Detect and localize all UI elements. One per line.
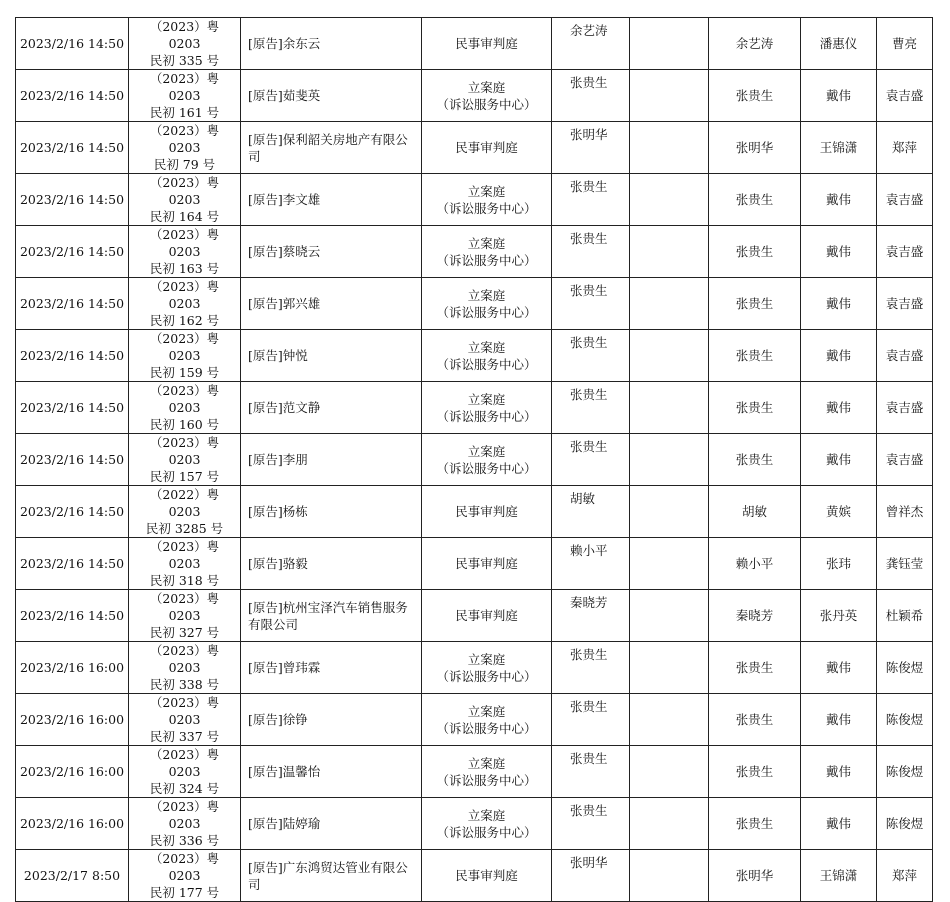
presiding-judge: 张贵生 xyxy=(709,70,801,122)
party-name: [原告]杭州宝泽汽车销售服务有限公司 xyxy=(241,590,422,642)
presiding-judge: 张贵生 xyxy=(709,226,801,278)
presiding-judge: 秦晓芳 xyxy=(709,590,801,642)
judge-name: 张贵生 xyxy=(552,746,630,798)
blank-cell xyxy=(630,18,709,70)
secretary-name: 龚钰莹 xyxy=(877,538,933,590)
hearing-datetime: 2023/2/16 14:50 xyxy=(16,70,129,122)
table-row xyxy=(16,486,933,538)
case-number-line: （2023）粤 0203 xyxy=(149,799,220,831)
court-division-line: （诉讼服务中心） xyxy=(436,408,537,424)
presiding-judge: 张贵生 xyxy=(709,278,801,330)
blank-cell xyxy=(630,590,709,642)
presiding-judge: 张明华 xyxy=(709,122,801,174)
court-division-line: （诉讼服务中心） xyxy=(436,304,537,320)
case-number-line: 民初 324 号 xyxy=(149,781,220,796)
court-division xyxy=(422,122,552,174)
presiding-judge: 张贵生 xyxy=(709,746,801,798)
secretary-name: 陈俊煜 xyxy=(877,746,933,798)
case-number-line: （2023）粤 0203 xyxy=(149,695,220,727)
table-row xyxy=(16,746,933,798)
case-number-line: 民初 79 号 xyxy=(153,157,216,172)
hearing-datetime: 2023/2/16 16:00 xyxy=(16,798,129,850)
judge-name: 赖小平 xyxy=(552,538,630,590)
court-division-line: 民事审判庭 xyxy=(455,868,518,883)
blank-cell xyxy=(630,538,709,590)
schedule-page xyxy=(15,17,932,902)
court-division-line: （诉讼服务中心） xyxy=(436,772,537,788)
party-name: [原告]范文静 xyxy=(241,382,422,434)
case-number xyxy=(129,694,241,746)
case-number-line: （2023）粤 0203 xyxy=(149,851,220,883)
court-division xyxy=(422,694,552,746)
case-number-line: （2023）粤 0203 xyxy=(149,747,220,779)
court-division-line: （诉讼服务中心） xyxy=(436,200,537,216)
case-number-line: 民初 318 号 xyxy=(149,573,220,588)
table-body xyxy=(16,18,933,902)
court-division-line: 立案庭 xyxy=(467,391,506,407)
court-division-line: 民事审判庭 xyxy=(455,608,518,623)
court-division xyxy=(422,850,552,902)
court-division xyxy=(422,278,552,330)
party-name: [原告]广东鸿贸达管业有限公司 xyxy=(241,850,422,902)
table-row xyxy=(16,70,933,122)
blank-cell xyxy=(630,70,709,122)
blank-cell xyxy=(630,382,709,434)
table-row xyxy=(16,538,933,590)
hearing-datetime: 2023/2/16 14:50 xyxy=(16,18,129,70)
secretary-name: 袁吉盛 xyxy=(877,226,933,278)
presiding-judge: 张贵生 xyxy=(709,642,801,694)
case-number-line: 民初 327 号 xyxy=(149,625,220,640)
case-number-line: （2023）粤 0203 xyxy=(149,539,220,571)
case-number xyxy=(129,434,241,486)
court-division-line: 民事审判庭 xyxy=(455,36,518,51)
case-number-line: 民初 159 号 xyxy=(149,365,220,380)
case-number-line: （2023）粤 0203 xyxy=(149,71,220,103)
clerk-name: 戴伟 xyxy=(801,70,877,122)
party-name: [原告]余东云 xyxy=(241,18,422,70)
clerk-name: 戴伟 xyxy=(801,798,877,850)
court-division-line: 立案庭 xyxy=(467,339,506,355)
hearing-datetime: 2023/2/16 14:50 xyxy=(16,226,129,278)
presiding-judge: 赖小平 xyxy=(709,538,801,590)
judge-name: 张贵生 xyxy=(552,278,630,330)
party-name: [原告]郭兴雄 xyxy=(241,278,422,330)
party-name: [原告]杨栋 xyxy=(241,486,422,538)
table-row xyxy=(16,278,933,330)
hearing-datetime: 2023/2/16 14:50 xyxy=(16,382,129,434)
blank-cell xyxy=(630,330,709,382)
case-number-line: （2023）粤 0203 xyxy=(149,643,220,675)
hearing-datetime: 2023/2/16 16:00 xyxy=(16,642,129,694)
court-division-line: （诉讼服务中心） xyxy=(436,720,537,736)
table-row xyxy=(16,122,933,174)
presiding-judge: 胡敏 xyxy=(709,486,801,538)
blank-cell xyxy=(630,694,709,746)
table-row xyxy=(16,18,933,70)
judge-name: 张贵生 xyxy=(552,694,630,746)
presiding-judge: 张贵生 xyxy=(709,330,801,382)
court-division-line: （诉讼服务中心） xyxy=(436,668,537,684)
case-number xyxy=(129,330,241,382)
blank-cell xyxy=(630,850,709,902)
clerk-name: 戴伟 xyxy=(801,642,877,694)
blank-cell xyxy=(630,434,709,486)
case-number-line: 民初 337 号 xyxy=(149,729,220,744)
presiding-judge: 张贵生 xyxy=(709,174,801,226)
case-number-line: （2023）粤 0203 xyxy=(149,383,220,415)
case-number xyxy=(129,746,241,798)
table-row xyxy=(16,642,933,694)
judge-name: 张贵生 xyxy=(552,382,630,434)
clerk-name: 戴伟 xyxy=(801,434,877,486)
clerk-name: 张玮 xyxy=(801,538,877,590)
hearing-schedule-table xyxy=(15,17,933,902)
court-division xyxy=(422,746,552,798)
party-name: [原告]温馨怡 xyxy=(241,746,422,798)
case-number-line: 民初 163 号 xyxy=(149,261,220,276)
clerk-name: 潘惠仪 xyxy=(801,18,877,70)
case-number xyxy=(129,70,241,122)
clerk-name: 戴伟 xyxy=(801,382,877,434)
case-number-line: 民初 3285 号 xyxy=(145,521,224,536)
case-number-line: 民初 336 号 xyxy=(149,833,220,848)
table-row xyxy=(16,382,933,434)
court-division-line: 立案庭 xyxy=(467,443,506,459)
case-number-line: （2023）粤 0203 xyxy=(149,435,220,467)
party-name: [原告]陆婷瑜 xyxy=(241,798,422,850)
table-row xyxy=(16,226,933,278)
judge-name: 张明华 xyxy=(552,122,630,174)
clerk-name: 戴伟 xyxy=(801,330,877,382)
case-number-line: 民初 177 号 xyxy=(149,885,220,900)
party-name: [原告]曾玮霖 xyxy=(241,642,422,694)
court-division-line: 立案庭 xyxy=(467,183,506,199)
hearing-datetime: 2023/2/16 16:00 xyxy=(16,694,129,746)
case-number xyxy=(129,850,241,902)
secretary-name: 陈俊煜 xyxy=(877,798,933,850)
presiding-judge: 余艺涛 xyxy=(709,18,801,70)
court-division-line: （诉讼服务中心） xyxy=(436,252,537,268)
clerk-name: 戴伟 xyxy=(801,174,877,226)
clerk-name: 黄嫔 xyxy=(801,486,877,538)
presiding-judge: 张贵生 xyxy=(709,382,801,434)
party-name: [原告]蔡晓云 xyxy=(241,226,422,278)
secretary-name: 曹亮 xyxy=(877,18,933,70)
case-number-line: 民初 161 号 xyxy=(149,105,220,120)
case-number-line: 民初 335 号 xyxy=(149,53,220,68)
court-division xyxy=(422,434,552,486)
blank-cell xyxy=(630,174,709,226)
hearing-datetime: 2023/2/16 14:50 xyxy=(16,538,129,590)
hearing-datetime: 2023/2/16 14:50 xyxy=(16,122,129,174)
court-division-line: （诉讼服务中心） xyxy=(436,460,537,476)
court-division-line: 立案庭 xyxy=(467,703,506,719)
clerk-name: 王锦潇 xyxy=(801,122,877,174)
case-number xyxy=(129,590,241,642)
hearing-datetime: 2023/2/16 14:50 xyxy=(16,174,129,226)
secretary-name: 袁吉盛 xyxy=(877,278,933,330)
blank-cell xyxy=(630,122,709,174)
judge-name: 张贵生 xyxy=(552,226,630,278)
case-number xyxy=(129,382,241,434)
blank-cell xyxy=(630,798,709,850)
case-number-line: （2023）粤 0203 xyxy=(149,227,220,259)
judge-name: 张明华 xyxy=(552,850,630,902)
clerk-name: 戴伟 xyxy=(801,278,877,330)
court-division xyxy=(422,642,552,694)
secretary-name: 陈俊煜 xyxy=(877,694,933,746)
secretary-name: 杜颖希 xyxy=(877,590,933,642)
secretary-name: 袁吉盛 xyxy=(877,70,933,122)
court-division-line: 民事审判庭 xyxy=(455,504,518,519)
judge-name: 张贵生 xyxy=(552,434,630,486)
party-name: [原告]茹斐英 xyxy=(241,70,422,122)
case-number-line: 民初 338 号 xyxy=(149,677,220,692)
table-row xyxy=(16,434,933,486)
case-number xyxy=(129,122,241,174)
court-division-line: （诉讼服务中心） xyxy=(436,96,537,112)
court-division-line: （诉讼服务中心） xyxy=(436,824,537,840)
case-number-line: （2023）粤 0203 xyxy=(149,19,220,51)
court-division xyxy=(422,18,552,70)
hearing-datetime: 2023/2/16 14:50 xyxy=(16,486,129,538)
court-division xyxy=(422,798,552,850)
court-division xyxy=(422,330,552,382)
court-division xyxy=(422,382,552,434)
court-division xyxy=(422,226,552,278)
judge-name: 张贵生 xyxy=(552,642,630,694)
judge-name: 张贵生 xyxy=(552,330,630,382)
case-number xyxy=(129,642,241,694)
presiding-judge: 张贵生 xyxy=(709,694,801,746)
hearing-datetime: 2023/2/16 14:50 xyxy=(16,590,129,642)
case-number xyxy=(129,278,241,330)
court-division-line: （诉讼服务中心） xyxy=(436,356,537,372)
clerk-name: 戴伟 xyxy=(801,694,877,746)
presiding-judge: 张贵生 xyxy=(709,434,801,486)
case-number xyxy=(129,174,241,226)
blank-cell xyxy=(630,642,709,694)
court-division-line: 立案庭 xyxy=(467,755,506,771)
court-division xyxy=(422,590,552,642)
table-row xyxy=(16,330,933,382)
clerk-name: 戴伟 xyxy=(801,226,877,278)
secretary-name: 郑萍 xyxy=(877,122,933,174)
case-number-line: 民初 160 号 xyxy=(149,417,220,432)
party-name: [原告]李文雄 xyxy=(241,174,422,226)
case-number-line: 民初 162 号 xyxy=(149,313,220,328)
secretary-name: 陈俊煜 xyxy=(877,642,933,694)
judge-name: 余艺涛 xyxy=(552,18,630,70)
case-number xyxy=(129,226,241,278)
party-name: [原告]保利韶关房地产有限公司 xyxy=(241,122,422,174)
table-row xyxy=(16,590,933,642)
court-division-line: 民事审判庭 xyxy=(455,556,518,571)
court-division xyxy=(422,70,552,122)
case-number xyxy=(129,798,241,850)
case-number-line: （2023）粤 0203 xyxy=(149,279,220,311)
table-row xyxy=(16,694,933,746)
secretary-name: 袁吉盛 xyxy=(877,434,933,486)
secretary-name: 袁吉盛 xyxy=(877,330,933,382)
judge-name: 张贵生 xyxy=(552,798,630,850)
case-number xyxy=(129,538,241,590)
party-name: [原告]李朋 xyxy=(241,434,422,486)
case-number-line: （2023）粤 0203 xyxy=(149,123,220,155)
court-division-line: 立案庭 xyxy=(467,235,506,251)
judge-name: 张贵生 xyxy=(552,70,630,122)
hearing-datetime: 2023/2/16 14:50 xyxy=(16,278,129,330)
case-number-line: （2023）粤 0203 xyxy=(149,591,220,623)
hearing-datetime: 2023/2/16 14:50 xyxy=(16,330,129,382)
secretary-name: 郑萍 xyxy=(877,850,933,902)
party-name: [原告]骆毅 xyxy=(241,538,422,590)
hearing-datetime: 2023/2/16 14:50 xyxy=(16,434,129,486)
court-division-line: 民事审判庭 xyxy=(455,140,518,155)
case-number xyxy=(129,486,241,538)
court-division-line: 立案庭 xyxy=(467,79,506,95)
judge-name: 秦晓芳 xyxy=(552,590,630,642)
case-number-line: 民初 157 号 xyxy=(149,469,220,484)
clerk-name: 王锦潇 xyxy=(801,850,877,902)
case-number-line: （2023）粤 0203 xyxy=(149,175,220,207)
presiding-judge: 张明华 xyxy=(709,850,801,902)
table-row xyxy=(16,850,933,902)
party-name: [原告]徐铮 xyxy=(241,694,422,746)
secretary-name: 袁吉盛 xyxy=(877,174,933,226)
clerk-name: 戴伟 xyxy=(801,746,877,798)
court-division-line: 立案庭 xyxy=(467,807,506,823)
case-number-line: （2022）粤 0203 xyxy=(149,487,220,519)
secretary-name: 袁吉盛 xyxy=(877,382,933,434)
blank-cell xyxy=(630,746,709,798)
clerk-name: 张丹英 xyxy=(801,590,877,642)
case-number-line: （2023）粤 0203 xyxy=(149,331,220,363)
court-division-line: 立案庭 xyxy=(467,651,506,667)
blank-cell xyxy=(630,486,709,538)
party-name: [原告]钟悦 xyxy=(241,330,422,382)
blank-cell xyxy=(630,278,709,330)
case-number-line: 民初 164 号 xyxy=(149,209,220,224)
secretary-name: 曾祥杰 xyxy=(877,486,933,538)
court-division-line: 立案庭 xyxy=(467,287,506,303)
court-division xyxy=(422,486,552,538)
hearing-datetime: 2023/2/17 8:50 xyxy=(16,850,129,902)
case-number xyxy=(129,18,241,70)
table-row xyxy=(16,174,933,226)
court-division xyxy=(422,174,552,226)
presiding-judge: 张贵生 xyxy=(709,798,801,850)
blank-cell xyxy=(630,226,709,278)
hearing-datetime: 2023/2/16 16:00 xyxy=(16,746,129,798)
judge-name: 张贵生 xyxy=(552,174,630,226)
judge-name: 胡敏 xyxy=(552,486,630,538)
table-row xyxy=(16,798,933,850)
court-division xyxy=(422,538,552,590)
